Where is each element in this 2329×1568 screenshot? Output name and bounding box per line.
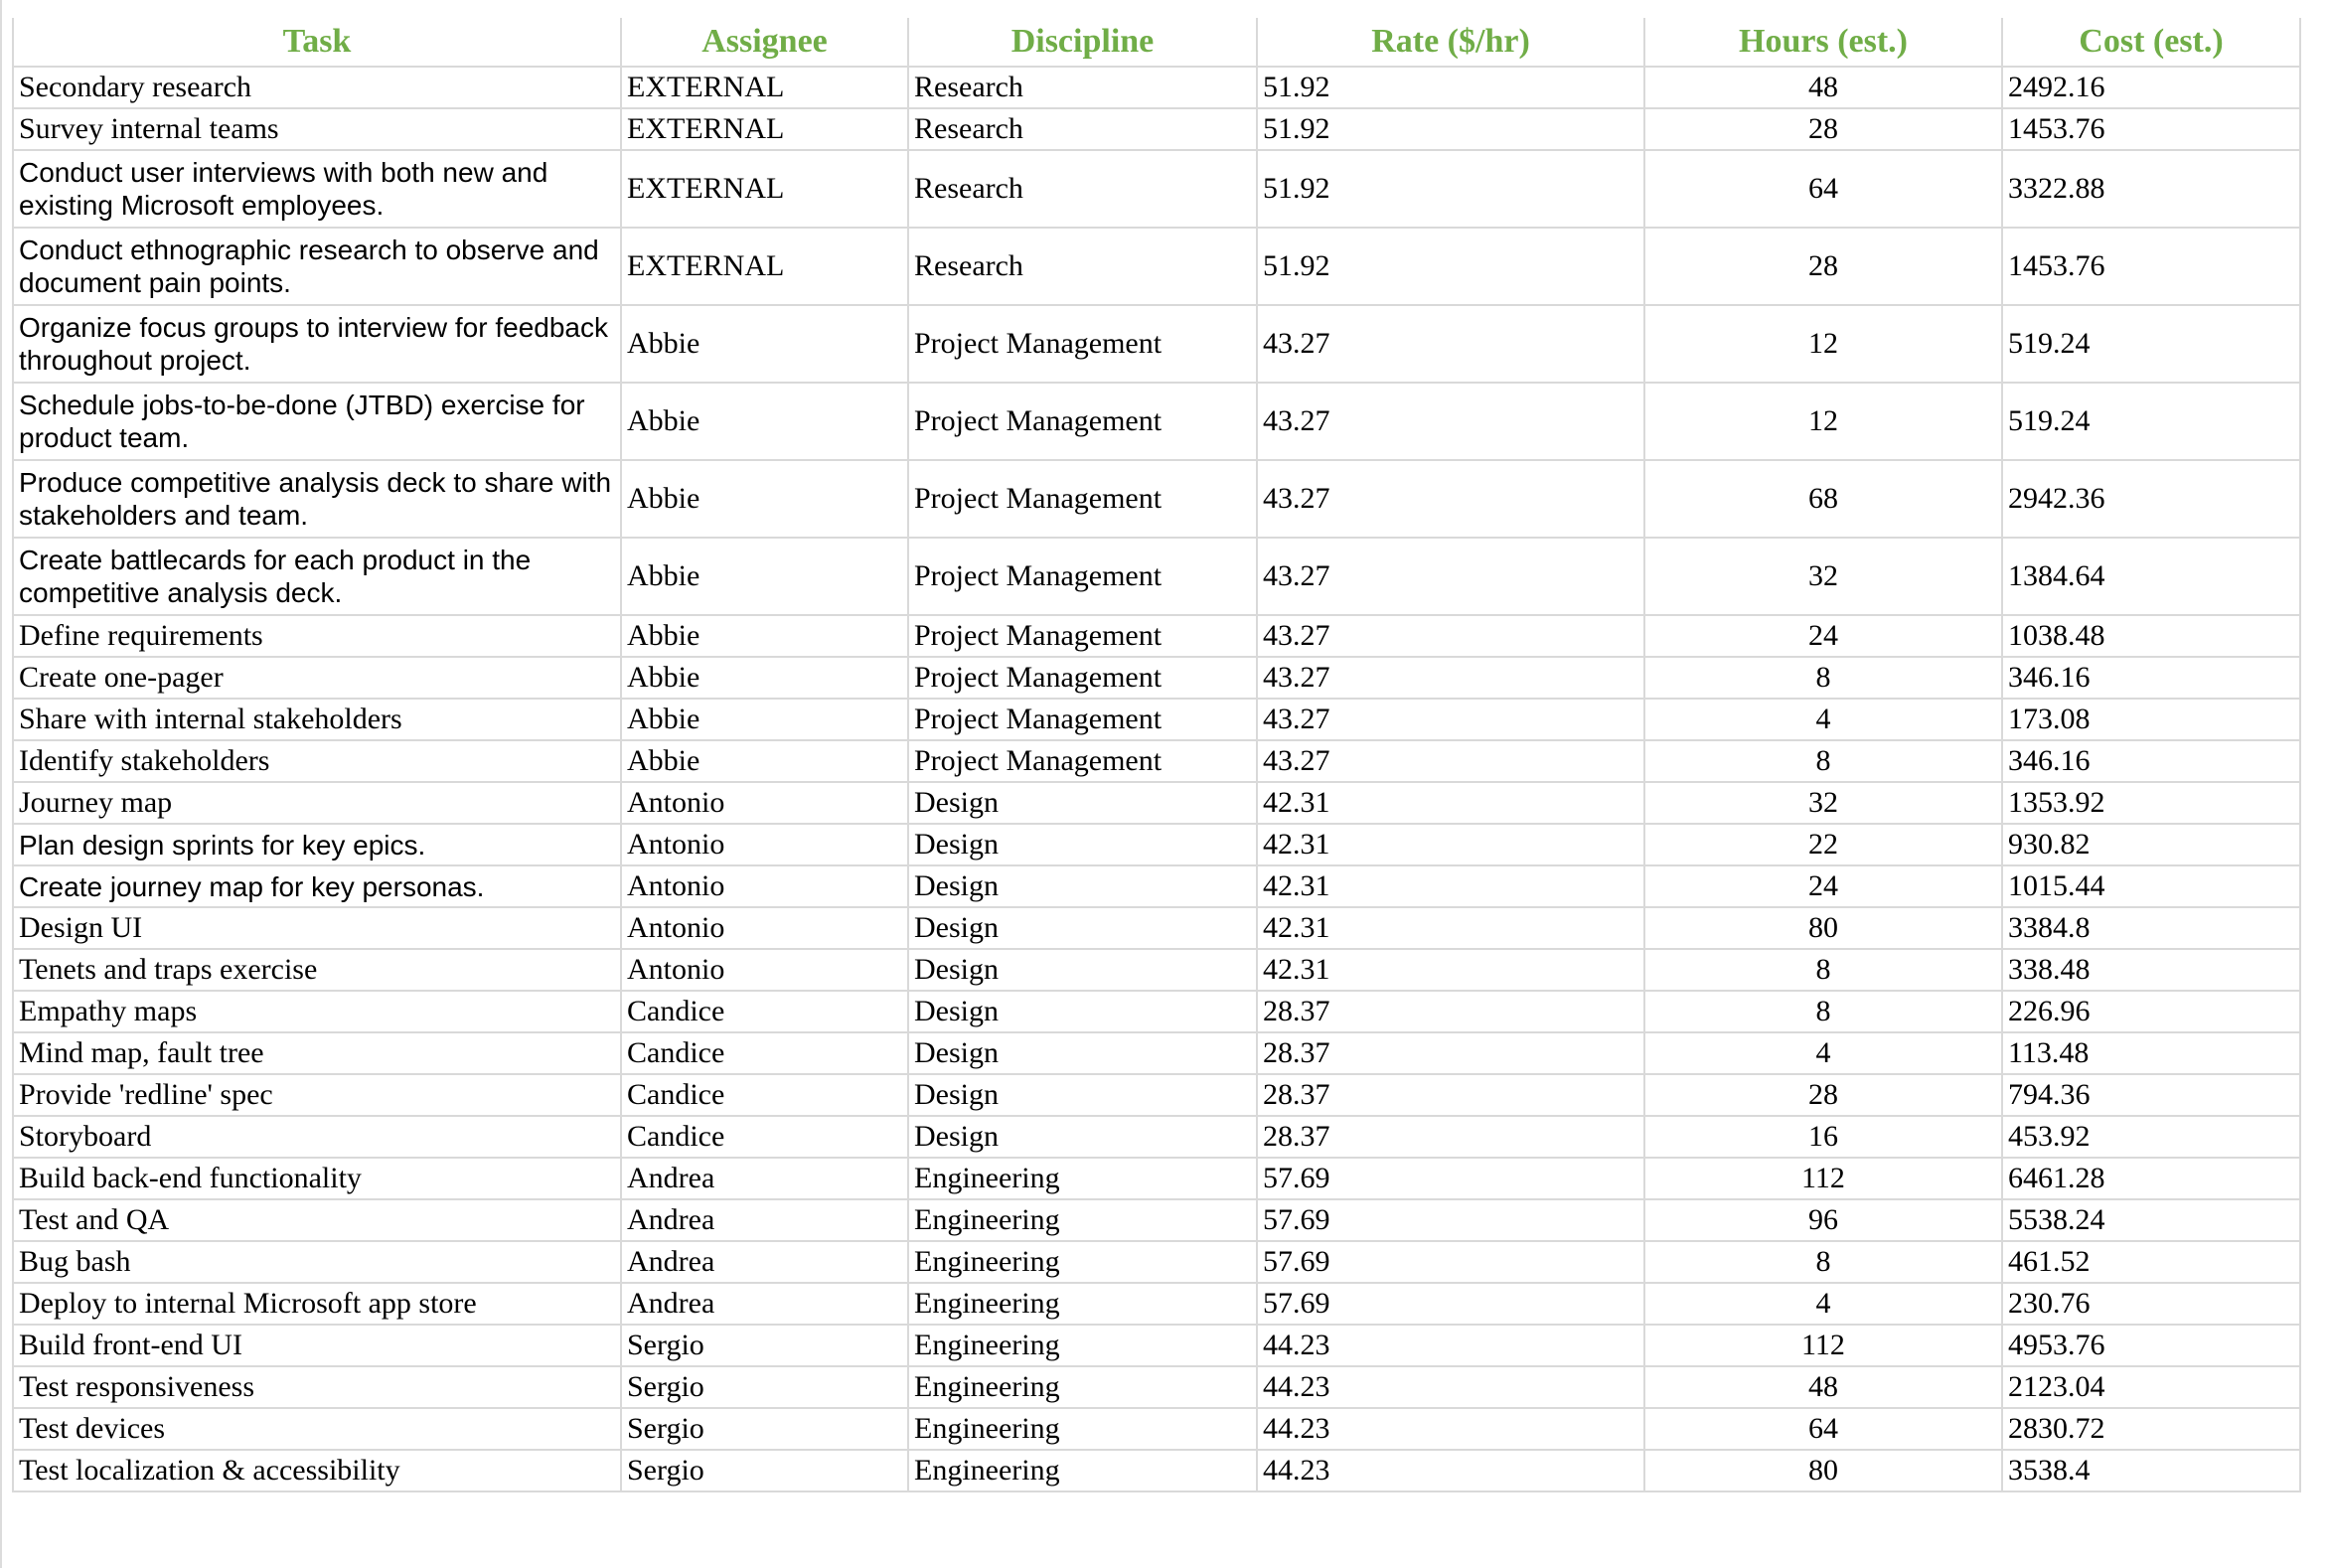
cell-assignee[interactable]: Andrea xyxy=(621,1241,908,1283)
cell-hours[interactable]: 4 xyxy=(1644,699,2002,740)
cell-task[interactable]: Build back-end functionality xyxy=(13,1158,621,1199)
cell-discipline[interactable]: Engineering xyxy=(908,1366,1257,1408)
cell-discipline[interactable]: Design xyxy=(908,865,1257,907)
cell-cost[interactable]: 5538.24 xyxy=(2002,1199,2300,1241)
cell-hours[interactable]: 28 xyxy=(1644,228,2002,305)
cell-hours[interactable]: 8 xyxy=(1644,991,2002,1032)
cell-hours[interactable]: 8 xyxy=(1644,1241,2002,1283)
cell-task[interactable]: Schedule jobs-to-be-done (JTBD) exercise for product team. xyxy=(13,383,621,460)
cell-discipline[interactable]: Engineering xyxy=(908,1450,1257,1491)
cell-rate[interactable]: 57.69 xyxy=(1257,1199,1644,1241)
cell-rate[interactable]: 43.27 xyxy=(1257,383,1644,460)
cell-cost[interactable]: 3384.8 xyxy=(2002,907,2300,949)
cell-rate[interactable]: 51.92 xyxy=(1257,228,1644,305)
cell-assignee[interactable]: Abbie xyxy=(621,383,908,460)
cell-discipline[interactable]: Project Management xyxy=(908,305,1257,383)
table-row xyxy=(13,1325,2300,1366)
cell-discipline[interactable]: Project Management xyxy=(908,538,1257,615)
cell-assignee[interactable]: Sergio xyxy=(621,1325,908,1366)
cell-rate[interactable]: 42.31 xyxy=(1257,907,1644,949)
cell-discipline[interactable]: Research xyxy=(908,150,1257,228)
cell-cost[interactable]: 3322.88 xyxy=(2002,150,2300,228)
table-row xyxy=(13,1366,2300,1408)
cell-cost[interactable]: 794.36 xyxy=(2002,1074,2300,1116)
table-row xyxy=(13,782,2300,824)
table-row xyxy=(13,305,2300,383)
header-assignee[interactable]: Assignee xyxy=(621,18,908,67)
table-row xyxy=(13,740,2300,782)
table-row xyxy=(13,1241,2300,1283)
cell-hours[interactable]: 32 xyxy=(1644,538,2002,615)
cell-rate[interactable]: 57.69 xyxy=(1257,1283,1644,1325)
cell-discipline[interactable]: Design xyxy=(908,1032,1257,1074)
cell-discipline[interactable]: Project Management xyxy=(908,699,1257,740)
cell-cost[interactable]: 1453.76 xyxy=(2002,108,2300,150)
cell-assignee[interactable]: Sergio xyxy=(621,1366,908,1408)
table-row xyxy=(13,991,2300,1032)
table-row xyxy=(13,1116,2300,1158)
cell-hours[interactable]: 12 xyxy=(1644,383,2002,460)
cell-assignee[interactable]: Candice xyxy=(621,1116,908,1158)
cell-cost[interactable]: 113.48 xyxy=(2002,1032,2300,1074)
cell-cost[interactable]: 519.24 xyxy=(2002,383,2300,460)
table-row xyxy=(13,657,2300,699)
task-cost-table xyxy=(12,18,2301,1492)
cell-discipline[interactable]: Project Management xyxy=(908,383,1257,460)
table-row xyxy=(13,1199,2300,1241)
cell-hours[interactable]: 80 xyxy=(1644,1450,2002,1491)
cell-hours[interactable]: 16 xyxy=(1644,1116,2002,1158)
cell-rate[interactable]: 43.27 xyxy=(1257,657,1644,699)
cell-hours[interactable]: 8 xyxy=(1644,740,2002,782)
cell-hours[interactable]: 4 xyxy=(1644,1032,2002,1074)
cell-task[interactable]: Test devices xyxy=(13,1408,621,1450)
cell-assignee[interactable]: Andrea xyxy=(621,1158,908,1199)
cell-cost[interactable]: 338.48 xyxy=(2002,949,2300,991)
cell-rate[interactable]: 42.31 xyxy=(1257,949,1644,991)
table-row xyxy=(13,907,2300,949)
cell-discipline[interactable]: Project Management xyxy=(908,615,1257,657)
cell-rate[interactable]: 44.23 xyxy=(1257,1408,1644,1450)
cell-rate[interactable]: 42.31 xyxy=(1257,824,1644,865)
cell-assignee[interactable]: Candice xyxy=(621,1032,908,1074)
cell-task[interactable]: Share with internal stakeholders xyxy=(13,699,621,740)
cell-cost[interactable]: 346.16 xyxy=(2002,657,2300,699)
cell-task[interactable]: Survey internal teams xyxy=(13,108,621,150)
cell-cost[interactable]: 230.76 xyxy=(2002,1283,2300,1325)
table-row xyxy=(13,1158,2300,1199)
cell-cost[interactable]: 1038.48 xyxy=(2002,615,2300,657)
cell-discipline[interactable]: Design xyxy=(908,1116,1257,1158)
table-row xyxy=(13,865,2300,907)
cell-task[interactable]: Test and QA xyxy=(13,1199,621,1241)
cell-rate[interactable]: 51.92 xyxy=(1257,108,1644,150)
cell-cost[interactable]: 453.92 xyxy=(2002,1116,2300,1158)
cell-assignee[interactable]: Abbie xyxy=(621,615,908,657)
cell-task[interactable]: Build front-end UI xyxy=(13,1325,621,1366)
table-row xyxy=(13,67,2300,108)
cell-task[interactable]: Test localization & accessibility xyxy=(13,1450,621,1491)
table-body xyxy=(13,67,2300,1491)
cell-assignee[interactable]: EXTERNAL xyxy=(621,108,908,150)
cell-hours[interactable]: 8 xyxy=(1644,657,2002,699)
header-hours[interactable]: Hours (est.) xyxy=(1644,18,2002,67)
cell-cost[interactable]: 2492.16 xyxy=(2002,67,2300,108)
cell-task[interactable]: Empathy maps xyxy=(13,991,621,1032)
cell-hours[interactable]: 32 xyxy=(1644,782,2002,824)
cell-discipline[interactable]: Project Management xyxy=(908,657,1257,699)
table-row xyxy=(13,1408,2300,1450)
cell-rate[interactable]: 28.37 xyxy=(1257,1116,1644,1158)
cell-rate[interactable]: 44.23 xyxy=(1257,1450,1644,1491)
cell-hours[interactable]: 12 xyxy=(1644,305,2002,383)
cell-assignee[interactable]: Andrea xyxy=(621,1199,908,1241)
cell-assignee[interactable]: Abbie xyxy=(621,538,908,615)
cell-hours[interactable]: 22 xyxy=(1644,824,2002,865)
cell-task[interactable]: Mind map, fault tree xyxy=(13,1032,621,1074)
cell-task[interactable]: Tenets and traps exercise xyxy=(13,949,621,991)
cell-cost[interactable]: 519.24 xyxy=(2002,305,2300,383)
cell-cost[interactable]: 3538.4 xyxy=(2002,1450,2300,1491)
cell-cost[interactable]: 1384.64 xyxy=(2002,538,2300,615)
cell-assignee[interactable]: Candice xyxy=(621,1074,908,1116)
cell-cost[interactable]: 4953.76 xyxy=(2002,1325,2300,1366)
cell-assignee[interactable]: Abbie xyxy=(621,740,908,782)
cell-rate[interactable]: 28.37 xyxy=(1257,1074,1644,1116)
cell-hours[interactable]: 48 xyxy=(1644,67,2002,108)
cell-cost[interactable]: 2123.04 xyxy=(2002,1366,2300,1408)
cell-task[interactable]: Plan design sprints for key epics. xyxy=(13,824,621,865)
table-row xyxy=(13,538,2300,615)
cell-task[interactable]: Create journey map for key personas. xyxy=(13,865,621,907)
cell-task[interactable]: Provide 'redline' spec xyxy=(13,1074,621,1116)
cell-cost[interactable]: 1015.44 xyxy=(2002,865,2300,907)
cell-rate[interactable]: 43.27 xyxy=(1257,538,1644,615)
table-row xyxy=(13,383,2300,460)
cell-task[interactable]: Define requirements xyxy=(13,615,621,657)
cell-discipline[interactable]: Engineering xyxy=(908,1158,1257,1199)
cell-rate[interactable]: 51.92 xyxy=(1257,67,1644,108)
cell-cost[interactable]: 1453.76 xyxy=(2002,228,2300,305)
cell-hours[interactable]: 4 xyxy=(1644,1283,2002,1325)
cell-cost[interactable]: 1353.92 xyxy=(2002,782,2300,824)
cell-assignee[interactable]: Andrea xyxy=(621,1283,908,1325)
table-row xyxy=(13,108,2300,150)
cell-cost[interactable]: 6461.28 xyxy=(2002,1158,2300,1199)
cell-assignee[interactable]: Antonio xyxy=(621,949,908,991)
cell-rate[interactable]: 57.69 xyxy=(1257,1241,1644,1283)
cell-discipline[interactable]: Project Management xyxy=(908,740,1257,782)
cell-cost[interactable]: 461.52 xyxy=(2002,1241,2300,1283)
cell-cost[interactable]: 346.16 xyxy=(2002,740,2300,782)
cell-assignee[interactable]: Sergio xyxy=(621,1408,908,1450)
cell-rate[interactable]: 44.23 xyxy=(1257,1325,1644,1366)
cell-rate[interactable]: 42.31 xyxy=(1257,782,1644,824)
cell-task[interactable]: Storyboard xyxy=(13,1116,621,1158)
cell-rate[interactable]: 43.27 xyxy=(1257,699,1644,740)
cell-rate[interactable]: 42.31 xyxy=(1257,865,1644,907)
cell-assignee[interactable]: Abbie xyxy=(621,460,908,538)
cell-task[interactable]: Conduct ethnographic research to observe and document pain points. xyxy=(13,228,621,305)
cell-task[interactable]: Create one-pager xyxy=(13,657,621,699)
cell-hours[interactable]: 48 xyxy=(1644,1366,2002,1408)
cell-hours[interactable]: 24 xyxy=(1644,615,2002,657)
cell-discipline[interactable]: Engineering xyxy=(908,1199,1257,1241)
cell-discipline[interactable]: Design xyxy=(908,1074,1257,1116)
cell-task[interactable]: Create battlecards for each product in the competitive analysis deck. xyxy=(13,538,621,615)
cell-task[interactable]: Organize focus groups to interview for feedback throughout project. xyxy=(13,305,621,383)
cell-rate[interactable]: 28.37 xyxy=(1257,991,1644,1032)
cell-assignee[interactable]: EXTERNAL xyxy=(621,67,908,108)
cell-assignee[interactable]: EXTERNAL xyxy=(621,228,908,305)
cell-task[interactable]: Conduct user interviews with both new and existing Microsoft employees. xyxy=(13,150,621,228)
cell-assignee[interactable]: Antonio xyxy=(621,782,908,824)
cell-hours[interactable]: 112 xyxy=(1644,1325,2002,1366)
cell-discipline[interactable]: Design xyxy=(908,991,1257,1032)
cell-discipline[interactable]: Design xyxy=(908,907,1257,949)
cell-task[interactable]: Bug bash xyxy=(13,1241,621,1283)
cell-rate[interactable]: 44.23 xyxy=(1257,1366,1644,1408)
cell-assignee[interactable]: Antonio xyxy=(621,907,908,949)
cell-cost[interactable]: 2942.36 xyxy=(2002,460,2300,538)
cell-hours[interactable]: 68 xyxy=(1644,460,2002,538)
cell-assignee[interactable]: EXTERNAL xyxy=(621,150,908,228)
cell-discipline[interactable]: Research xyxy=(908,108,1257,150)
cell-discipline[interactable]: Design xyxy=(908,824,1257,865)
header-task[interactable]: Task xyxy=(13,18,621,67)
header-rate[interactable]: Rate ($/hr) xyxy=(1257,18,1644,67)
cell-hours[interactable]: 8 xyxy=(1644,949,2002,991)
cell-discipline[interactable]: Project Management xyxy=(908,460,1257,538)
cell-assignee[interactable]: Antonio xyxy=(621,865,908,907)
cell-task[interactable]: Test responsiveness xyxy=(13,1366,621,1408)
header-discipline[interactable]: Discipline xyxy=(908,18,1257,67)
cell-assignee[interactable]: Candice xyxy=(621,991,908,1032)
cell-assignee[interactable]: Sergio xyxy=(621,1450,908,1491)
table-row xyxy=(13,1074,2300,1116)
cell-discipline[interactable]: Engineering xyxy=(908,1283,1257,1325)
cell-hours[interactable]: 96 xyxy=(1644,1199,2002,1241)
table-row xyxy=(13,1032,2300,1074)
cell-rate[interactable]: 28.37 xyxy=(1257,1032,1644,1074)
table-row xyxy=(13,1450,2300,1491)
cell-assignee[interactable]: Abbie xyxy=(621,305,908,383)
cell-discipline[interactable]: Design xyxy=(908,782,1257,824)
cell-rate[interactable]: 43.27 xyxy=(1257,615,1644,657)
cell-rate[interactable]: 43.27 xyxy=(1257,305,1644,383)
table-row xyxy=(13,699,2300,740)
table-row xyxy=(13,150,2300,228)
table-row xyxy=(13,1283,2300,1325)
cell-task[interactable]: Produce competitive analysis deck to share with stakeholders and team. xyxy=(13,460,621,538)
table-row xyxy=(13,949,2300,991)
cell-hours[interactable]: 24 xyxy=(1644,865,2002,907)
table-row xyxy=(13,228,2300,305)
cell-task[interactable]: Design UI xyxy=(13,907,621,949)
cell-task[interactable]: Deploy to internal Microsoft app store xyxy=(13,1283,621,1325)
cell-hours[interactable]: 112 xyxy=(1644,1158,2002,1199)
cell-hours[interactable]: 64 xyxy=(1644,1408,2002,1450)
cell-discipline[interactable]: Engineering xyxy=(908,1408,1257,1450)
cell-hours[interactable]: 80 xyxy=(1644,907,2002,949)
cell-rate[interactable]: 51.92 xyxy=(1257,150,1644,228)
cell-discipline[interactable]: Engineering xyxy=(908,1241,1257,1283)
table-row xyxy=(13,615,2300,657)
cell-discipline[interactable]: Design xyxy=(908,949,1257,991)
cell-cost[interactable]: 173.08 xyxy=(2002,699,2300,740)
cell-hours[interactable]: 28 xyxy=(1644,1074,2002,1116)
table-row xyxy=(13,824,2300,865)
cell-rate[interactable]: 57.69 xyxy=(1257,1158,1644,1199)
cell-hours[interactable]: 64 xyxy=(1644,150,2002,228)
cell-assignee[interactable]: Abbie xyxy=(621,699,908,740)
header-cost[interactable]: Cost (est.) xyxy=(2002,18,2300,67)
cell-task[interactable]: Identify stakeholders xyxy=(13,740,621,782)
cell-cost[interactable]: 930.82 xyxy=(2002,824,2300,865)
cell-rate[interactable]: 43.27 xyxy=(1257,740,1644,782)
cell-task[interactable]: Journey map xyxy=(13,782,621,824)
cell-cost[interactable]: 226.96 xyxy=(2002,991,2300,1032)
header-row xyxy=(13,18,2300,67)
cell-task[interactable]: Secondary research xyxy=(13,67,621,108)
cell-hours[interactable]: 28 xyxy=(1644,108,2002,150)
cell-rate[interactable]: 43.27 xyxy=(1257,460,1644,538)
cell-discipline[interactable]: Engineering xyxy=(908,1325,1257,1366)
cell-discipline[interactable]: Research xyxy=(908,228,1257,305)
cell-assignee[interactable]: Abbie xyxy=(621,657,908,699)
cell-discipline[interactable]: Research xyxy=(908,67,1257,108)
cell-assignee[interactable]: Antonio xyxy=(621,824,908,865)
cell-cost[interactable]: 2830.72 xyxy=(2002,1408,2300,1450)
table-row xyxy=(13,460,2300,538)
